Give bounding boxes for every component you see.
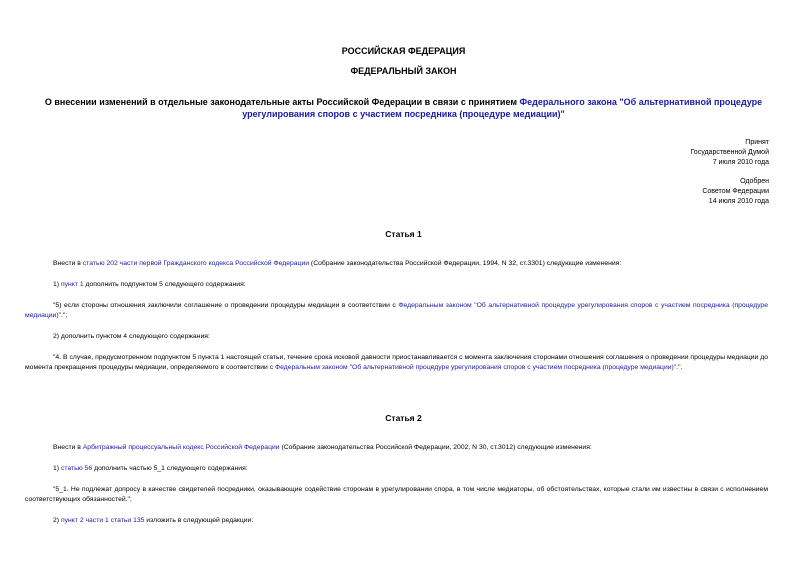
mediation-law-link[interactable]: Федеральным законом "Об альтернативной процедуре урегулирования споров с участием посредника (процедуре медиации)" <box>25 302 768 319</box>
accepted-label: Принят <box>745 139 769 146</box>
article-56-link[interactable]: статью 56 <box>60 465 93 472</box>
text: Внести в <box>53 260 83 267</box>
text: Внести в <box>53 444 83 451</box>
article-1-heading: Статья 1 <box>385 229 422 239</box>
article-2-paragraph-2 <box>25 464 768 474</box>
article-1-paragraph-2 <box>25 280 768 290</box>
article-135-link[interactable]: пункт 2 части 1 статьи 135 <box>60 517 145 524</box>
approved-date: 14 июля 2010 года <box>708 198 769 205</box>
text: (Собрание законодательства Российской Федерации, 2002, N 30, ст.3012) следующие изменения: <box>279 444 592 451</box>
law-title-text: О внесении изменений в отдельные законодательные акты Российской Федерации в связи с принятием <box>44 97 520 107</box>
article-1-paragraph-1 <box>25 259 768 269</box>
federation-heading: РОССИЙСКАЯ ФЕДЕРАЦИЯ <box>341 46 466 56</box>
article-1-paragraph-5 <box>25 353 768 373</box>
article-2-heading: Статья 2 <box>385 413 422 423</box>
article-1-paragraph-4: 2) дополнить пунктом 4 следующего содержания: <box>53 333 210 340</box>
accepted-by: Государственной Думой <box>690 149 769 156</box>
text: .". <box>676 364 683 371</box>
article-1-paragraph-3 <box>25 301 768 321</box>
text: дополнить частью 5_1 следующего содержания: <box>92 465 248 472</box>
article-2-paragraph-4 <box>25 516 768 526</box>
adoption-approved <box>702 177 769 207</box>
law-type-heading: ФЕДЕРАЛЬНЫЙ ЗАКОН <box>350 66 457 76</box>
civil-code-link[interactable]: статью 202 части первой Гражданского кодекса Российской Федерации <box>82 260 310 267</box>
article-2-paragraph-1 <box>25 443 768 453</box>
point-1-link[interactable]: пункт 1 <box>60 281 84 288</box>
arbitration-code-link[interactable]: Арбитражный процессуальный кодекс Российской Федерации <box>82 444 280 451</box>
approved-label: Одобрен <box>740 178 769 185</box>
adoption-accepted <box>690 138 769 168</box>
approved-by: Советом Федерации <box>702 188 769 195</box>
text: "4. В случае, предусмотренном подпунктом 5 пункта 1 настоящей статьи, течение срока исковой давности приостанавливается с момента заключения сторонами отношения соглашения о проведении процедуры медиации до момента прекращения процедуры медиации, определяемого в соответствии с <box>25 354 768 371</box>
law-title <box>40 96 767 120</box>
article-2-paragraph-3: "5_1. Не подлежат допросу в качестве свидетелей посредники, оказывающие содействие сторонам в урегулировании спора, в том числе медиаторы, об обстоятельствах, которые стали им известны в связи с исполнением соответствующих обязанностей."; <box>25 486 768 503</box>
mediation-law-link-2[interactable]: Федеральным законом "Об альтернативной процедуре урегулирования споров с участием посредника (процедуре медиации)" <box>274 364 677 371</box>
text: (Собрание законодательства Российской Федерации, 1994, N 32, ст.3301) следующие изменения: <box>309 260 622 267</box>
text: изложить в следующей редакции: <box>144 517 254 524</box>
text: дополнить подпунктом 5 следующего содержания: <box>83 281 246 288</box>
text: ."; <box>61 312 68 319</box>
text: "5) если стороны отношения заключили соглашение о проведении процедуры медиации в соответствии с <box>53 302 399 309</box>
text: 1) <box>53 281 61 288</box>
accepted-date: 7 июля 2010 года <box>712 159 769 166</box>
text: 2) <box>53 517 61 524</box>
law-title-link[interactable]: Федерального закона "Об альтернативной процедуре урегулирования споров с участием посредника (процедуре медиации)" <box>242 97 763 119</box>
text: 1) <box>53 465 61 472</box>
